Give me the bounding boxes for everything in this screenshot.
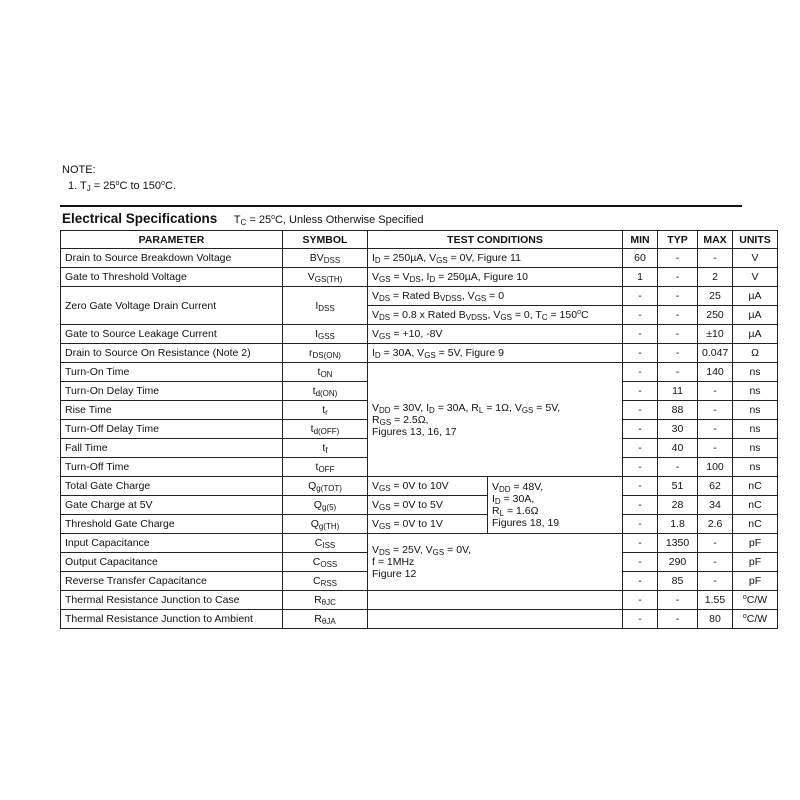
max-cell: 140 xyxy=(698,363,733,382)
max-cell: - xyxy=(698,420,733,439)
units-cell: pF xyxy=(733,534,778,553)
min-cell: - xyxy=(623,439,658,458)
units-cell: pF xyxy=(733,572,778,591)
min-cell: - xyxy=(623,325,658,344)
parameter-cell: Fall Time xyxy=(61,439,283,458)
parameter-cell: Zero Gate Voltage Drain Current xyxy=(61,287,283,325)
table-row xyxy=(61,534,778,553)
parameter-cell: Gate to Source Leakage Current xyxy=(61,325,283,344)
min-cell: - xyxy=(623,534,658,553)
typ-cell: 51 xyxy=(658,477,698,496)
units-cell: ns xyxy=(733,382,778,401)
condition-cell: $I_D = 30A$, $V_{GS} = 5V$, Figure 9 xyxy=(368,344,623,363)
condition-cell: $V_{GS} = +10$, -8V xyxy=(368,325,623,344)
parameter-cell: Turn-On Time xyxy=(61,363,283,382)
parameter-cell: Turn-On Delay Time xyxy=(61,382,283,401)
min-cell: - xyxy=(623,477,658,496)
section-header xyxy=(62,210,424,228)
units-cell: Ω xyxy=(733,344,778,363)
typ-cell: - xyxy=(658,458,698,477)
table-row xyxy=(61,325,778,344)
symbol-cell: $t_{d(ON)}$ xyxy=(283,382,368,401)
table-row xyxy=(61,268,778,287)
symbol-cell: $Q_{g(TOT)}$ xyxy=(283,477,368,496)
units-cell: µA xyxy=(733,306,778,325)
units-cell: µA xyxy=(733,287,778,306)
units-cell: nC xyxy=(733,496,778,515)
parameter-cell: Output Capacitance xyxy=(61,553,283,572)
symbol-cell: $Q_{g(TH)}$ xyxy=(283,515,368,534)
condition-cell: $V_{GS} = 0V$ to 10V xyxy=(368,477,488,496)
symbol-cell: $R_{\theta JA}$ xyxy=(283,610,368,629)
max-cell: 2 xyxy=(698,268,733,287)
table-header-row xyxy=(61,231,778,249)
table-row xyxy=(61,496,778,515)
condition-cell: $V_{GS} = 0V$ to 5V xyxy=(368,496,488,515)
parameter-cell: Rise Time xyxy=(61,401,283,420)
typ-cell: 30 xyxy=(658,420,698,439)
min-cell: - xyxy=(623,572,658,591)
parameter-cell: Drain to Source On Resistance (Note 2) xyxy=(61,344,283,363)
col-header: SYMBOL xyxy=(283,231,368,249)
typ-cell: - xyxy=(658,287,698,306)
symbol-cell: $R_{\theta JC}$ xyxy=(283,591,368,610)
symbol-cell: $t_r$ xyxy=(283,401,368,420)
table-row xyxy=(61,363,778,382)
parameter-cell: Gate to Threshold Voltage xyxy=(61,268,283,287)
parameter-cell: Threshold Gate Charge xyxy=(61,515,283,534)
note-heading: NOTE: xyxy=(62,164,96,176)
table-row xyxy=(61,477,778,496)
units-cell: µA xyxy=(733,325,778,344)
min-cell: 1 xyxy=(623,268,658,287)
table-row xyxy=(61,591,778,610)
max-cell: 80 xyxy=(698,610,733,629)
min-cell: - xyxy=(623,363,658,382)
units-cell: $^o$C/W xyxy=(733,610,778,629)
min-cell: - xyxy=(623,591,658,610)
table-row xyxy=(61,287,778,306)
table-row xyxy=(61,249,778,268)
typ-cell: - xyxy=(658,344,698,363)
min-cell: - xyxy=(623,306,658,325)
symbol-cell: $C_{OSS}$ xyxy=(283,553,368,572)
max-cell: - xyxy=(698,572,733,591)
min-cell: - xyxy=(623,610,658,629)
condition-cell: $I_D = 250\mu A$, $V_{GS} = 0V$, Figure 11 xyxy=(368,249,623,268)
parameter-cell: Thermal Resistance Junction to Case xyxy=(61,591,283,610)
max-cell: - xyxy=(698,249,733,268)
max-cell: 25 xyxy=(698,287,733,306)
symbol-cell: $C_{ISS}$ xyxy=(283,534,368,553)
typ-cell: 1.8 xyxy=(658,515,698,534)
units-cell: nC xyxy=(733,515,778,534)
typ-cell: 28 xyxy=(658,496,698,515)
max-cell: 2.6 xyxy=(698,515,733,534)
symbol-cell: $t_{d(OFF)}$ xyxy=(283,420,368,439)
condition-cell: $V_{DS} = 0.8$ x Rated $B_{VDSS}$, $V_{GS} = 0$, $T_C = 150^oC$ xyxy=(368,306,623,325)
capacitance-conditions-cell: $V_{DS} = 25V$, $V_{GS} = 0V$, f = 1MHz Figure 12 xyxy=(368,534,623,591)
symbol-cell: $t_f$ xyxy=(283,439,368,458)
typ-cell: - xyxy=(658,268,698,287)
electrical-spec-table xyxy=(60,230,778,629)
section-condition: $T_C = 25^oC$, Unless Otherwise Specified xyxy=(233,214,424,227)
max-cell: - xyxy=(698,534,733,553)
symbol-cell: $t_{ON}$ xyxy=(283,363,368,382)
units-cell: V xyxy=(733,249,778,268)
section-title: Electrical Specifications xyxy=(62,211,218,226)
parameter-cell: Turn-Off Delay Time xyxy=(61,420,283,439)
units-cell: ns xyxy=(733,363,778,382)
typ-cell: - xyxy=(658,591,698,610)
min-cell: - xyxy=(623,496,658,515)
units-cell: nC xyxy=(733,477,778,496)
max-cell: - xyxy=(698,553,733,572)
typ-cell: 11 xyxy=(658,382,698,401)
parameter-cell: Reverse Transfer Capacitance xyxy=(61,572,283,591)
min-cell: - xyxy=(623,344,658,363)
min-cell: - xyxy=(623,553,658,572)
units-cell: ns xyxy=(733,439,778,458)
units-cell: ns xyxy=(733,420,778,439)
symbol-cell: $r_{DS(ON)}$ xyxy=(283,344,368,363)
typ-cell: - xyxy=(658,363,698,382)
typ-cell: - xyxy=(658,249,698,268)
units-cell: $^o$C/W xyxy=(733,591,778,610)
col-header: MIN xyxy=(623,231,658,249)
typ-cell: 85 xyxy=(658,572,698,591)
min-cell: - xyxy=(623,287,658,306)
condition-cell: $V_{GS} = 0V$ to 1V xyxy=(368,515,488,534)
max-cell: 250 xyxy=(698,306,733,325)
table-row xyxy=(61,515,778,534)
col-header: PARAMETER xyxy=(61,231,283,249)
units-cell: ns xyxy=(733,458,778,477)
condition-cell: $V_{GS} = V_{DS}$, $I_D = 250\mu A$, Figure 10 xyxy=(368,268,623,287)
table-row xyxy=(61,344,778,363)
max-cell: 34 xyxy=(698,496,733,515)
parameter-cell: Thermal Resistance Junction to Ambient xyxy=(61,610,283,629)
parameter-cell: Turn-Off Time xyxy=(61,458,283,477)
section-rule xyxy=(60,205,742,207)
typ-cell: - xyxy=(658,325,698,344)
gate-charge-conditions-cell: $V_{DD} = 48V$, $I_D = 30A$, $R_L = 1.6\Omega$ Figures 18, 19 xyxy=(488,477,623,534)
parameter-cell: Input Capacitance xyxy=(61,534,283,553)
symbol-cell: $t_{OFF}$ xyxy=(283,458,368,477)
col-header: MAX xyxy=(698,231,733,249)
col-header: UNITS xyxy=(733,231,778,249)
typ-cell: 40 xyxy=(658,439,698,458)
condition-cell xyxy=(368,610,623,629)
symbol-cell: $I_{GSS}$ xyxy=(283,325,368,344)
parameter-cell: Gate Charge at 5V xyxy=(61,496,283,515)
units-cell: pF xyxy=(733,553,778,572)
min-cell: 60 xyxy=(623,249,658,268)
parameter-cell: Total Gate Charge xyxy=(61,477,283,496)
note-block xyxy=(62,162,176,194)
parameter-cell: Drain to Source Breakdown Voltage xyxy=(61,249,283,268)
condition-cell xyxy=(368,591,623,610)
max-cell: - xyxy=(698,439,733,458)
min-cell: - xyxy=(623,401,658,420)
max-cell: 1.55 xyxy=(698,591,733,610)
min-cell: - xyxy=(623,382,658,401)
max-cell: - xyxy=(698,401,733,420)
typ-cell: - xyxy=(658,610,698,629)
symbol-cell: $Q_{g(5)}$ xyxy=(283,496,368,515)
symbol-cell: $I_{DSS}$ xyxy=(283,287,368,325)
condition-cell: $V_{DS}$ = Rated $B_{VDSS}$, $V_{GS} = 0$ xyxy=(368,287,623,306)
note-item-1: 1. $T_J = 25^oC$ to 150$^o$C. xyxy=(68,180,176,193)
symbol-cell: $BV_{DSS}$ xyxy=(283,249,368,268)
min-cell: - xyxy=(623,515,658,534)
max-cell: ±10 xyxy=(698,325,733,344)
table-row xyxy=(61,610,778,629)
units-cell: ns xyxy=(733,401,778,420)
typ-cell: 290 xyxy=(658,553,698,572)
switching-conditions-cell: $V_{DD} = 30V$, $I_D = 30A$, $R_L = 1\Omega$, $V_{GS} = 5V$, $R_{GS} = 2.5\Omega$, Figures 13, 16, 17 xyxy=(368,363,623,477)
symbol-cell: $C_{RSS}$ xyxy=(283,572,368,591)
col-header: TEST CONDITIONS xyxy=(368,231,623,249)
col-header: TYP xyxy=(658,231,698,249)
typ-cell: - xyxy=(658,306,698,325)
typ-cell: 1350 xyxy=(658,534,698,553)
min-cell: - xyxy=(623,420,658,439)
max-cell: - xyxy=(698,382,733,401)
units-cell: V xyxy=(733,268,778,287)
min-cell: - xyxy=(623,458,658,477)
max-cell: 62 xyxy=(698,477,733,496)
max-cell: 100 xyxy=(698,458,733,477)
max-cell: 0.047 xyxy=(698,344,733,363)
symbol-cell: $V_{GS(TH)}$ xyxy=(283,268,368,287)
typ-cell: 88 xyxy=(658,401,698,420)
